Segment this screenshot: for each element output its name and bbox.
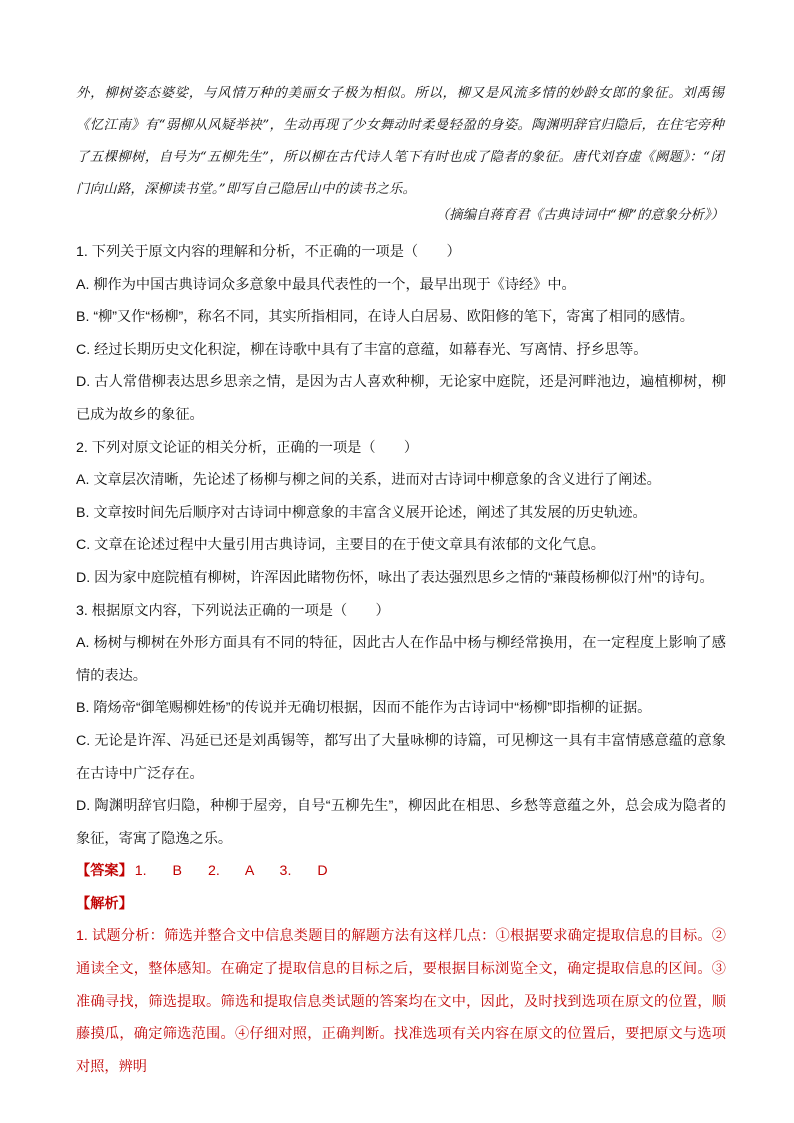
question-3-stem: 3. 根据原文内容，下列说法正确的一项是（ ） <box>76 602 390 619</box>
question-1-option-d: D. 古人常借柳表达思乡思亲之情，是因为古人喜欢种柳，无论家中庭院，还是河畔池边，遍植柳树，柳已成为故乡的象征。 <box>76 374 726 423</box>
question-2-option-b: B. 文章按时间先后顺序对古诗词中柳意象的丰富含义展开论述，阐述了其发展的历史轨迹。 <box>76 504 647 521</box>
passage-text: 外，柳树姿态婆娑，与风情万种的美丽女子极为相似。所以，柳又是风流多情的妙龄女郎的象征。刘禹锡《忆江南》有“弱柳从风疑举袂”，生动再现了少女舞动时柔曼轻盈的身姿。陶渊明辞官归隐后，在住宅旁种了五棵柳树，自号为“五柳先生”，所以柳在古代诗人笔下有时也成了隐者的象征。唐代刘昚虚《阙题》：“闭门向山路，深柳读书堂。”即写自己隐居山中的读书之乐。 <box>76 86 724 197</box>
passage-source: （摘编自蒋育君《古典诗词中“柳”的意象分析》） <box>435 208 724 223</box>
question-3-option-d: D. 陶渊明辞官归隐，种柳于屋旁，自号“五柳先生”，柳因此在相思、乡愁等意蕴之外，总会成为隐者的象征，寄寓了隐逸之乐。 <box>76 798 726 847</box>
answer-values: 1. B 2. A 3. D <box>134 863 328 880</box>
analysis-label: 【解析】 <box>76 895 133 912</box>
question-2-option-c: C. 文章在论述过程中大量引用古典诗词，主要目的在于使文章具有浓郁的文化气息。 <box>76 537 605 554</box>
question-1-option-b: B. “柳”又作“杨柳”，称名不同，其实所指相同，在诗人白居易、欧阳修的笔下，寄寓了相同的感情。 <box>76 309 694 326</box>
answer-line <box>76 855 726 888</box>
question-2-option-d: D. 因为家中庭院植有柳树，许浑因此睹物伤怀，咏出了表达强烈思乡之情的“蒹葭杨柳似汀州”的诗句。 <box>76 569 714 586</box>
question-2-option-a: A. 文章层次清晰，先论述了杨柳与柳之间的关系，进而对古诗词中柳意象的含义进行了阐述。 <box>76 472 661 489</box>
question-3-option-c: C. 无论是许浑、冯延已还是刘禹锡等，都写出了大量咏柳的诗篇，可见柳这一具有丰富情感意蕴的意象在古诗中广泛存在。 <box>76 732 726 782</box>
question-1-option-a: A. 柳作为中国古典诗词众多意象中最具代表性的一个，最早出现于《诗经》中。 <box>76 276 576 293</box>
question-3-option-b: B. 隋炀帝“御笔赐柳姓杨”的传说并无确切根据，因而不能作为古诗词中“杨柳”即指柳的证据。 <box>76 700 652 717</box>
answer-label: 【答案】 <box>76 863 133 880</box>
analysis-text: 1. 试题分析：筛选并整合文中信息类题目的解题方法有这样几点：①根据要求确定提取信息的目标。②通读全文，整体感知。在确定了提取信息的目标之后，要根据目标浏览全文，确定提取信息的区间。③准确寻找，筛选提取。筛选和提取信息类试题的答案均在文中，因此，及时找到选项在原文的位置，顺藤摸瓜，确定筛选范围。④仔细对照，正确判断。找准选项有关内容在原文的位置后，要把原文与选项对照，辨明 <box>76 928 726 1075</box>
question-3-option-a: A. 杨树与柳树在外形方面具有不同的特征，因此古人在作品中杨与柳经常换用，在一定程度上影响了感情的表达。 <box>76 635 726 684</box>
question-2-stem: 2. 下列对原文论证的相关分析，正确的一项是（ ） <box>76 439 419 456</box>
question-section <box>76 236 726 1083</box>
question-1-option-c: C. 经过长期历史文化积淀，柳在诗歌中具有了丰富的意蕴，如幕春光、写离情、抒乡思等。 <box>76 341 648 358</box>
question-1-stem: 1. 下列关于原文内容的理解和分析，不正确的一项是（ ） <box>76 244 461 260</box>
